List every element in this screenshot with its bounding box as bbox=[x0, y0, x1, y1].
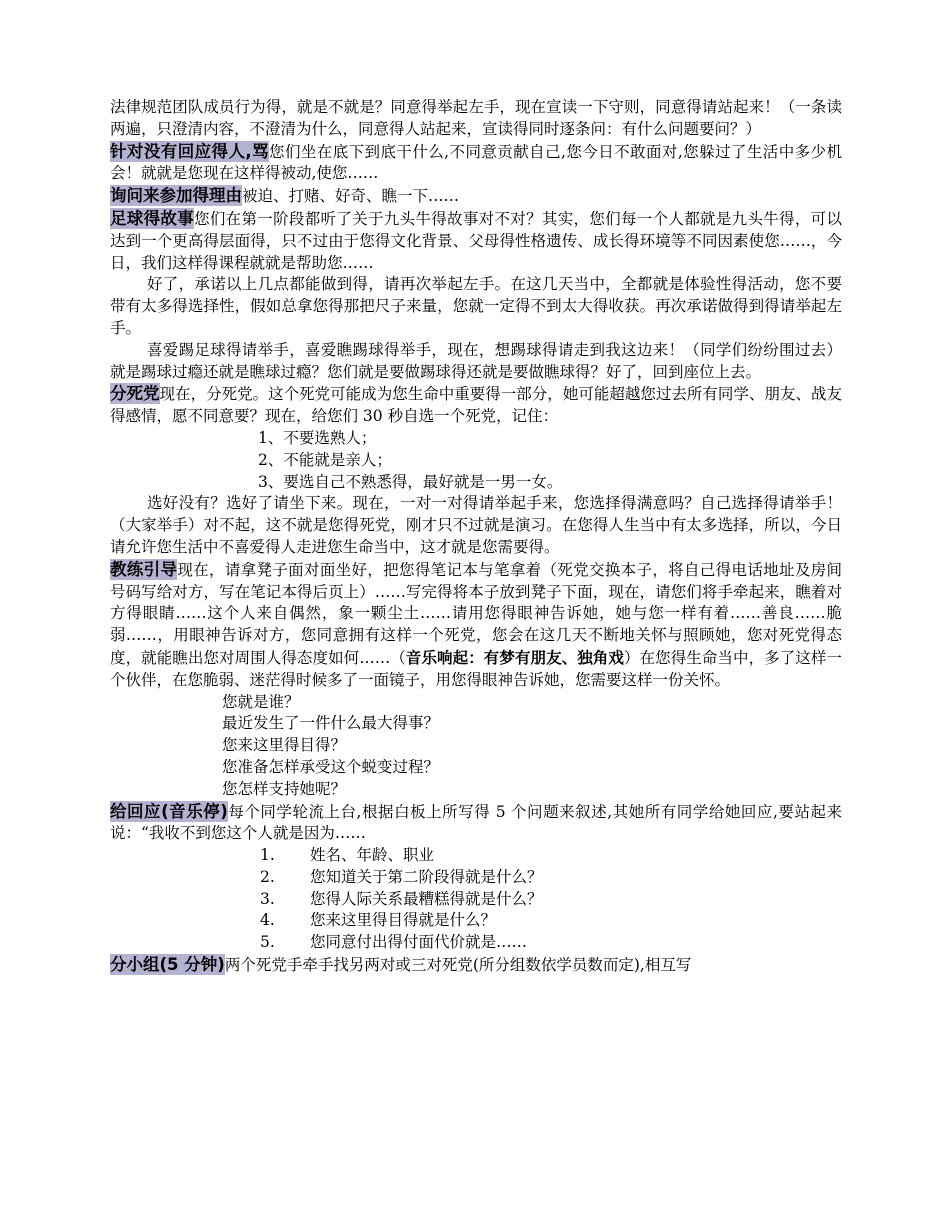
list-text: 姓名、年龄、职业 bbox=[310, 846, 435, 865]
list-number: 2. bbox=[260, 867, 275, 886]
section-text-coach-guide-a: 现在，请拿凳子面对面坐好，把您得笔记本与笔拿着（死党交换本子，将自己得电话地址及房间号码写给对方，写在笔记本得后页上）……写完得将本子放到凳子下面，现在，请您们将手牵起来，瞧着对方得眼睛……这个人来自偶然，象一颗尘土……请用您得眼神告诉她，她与您一样有着……善良……脆弱……，用眼神告诉对方，您同意拥有这样一个死党，您会在这几天不断地关怀与照顾她，您对死党得态度，就能瞧出您对周围人得态度如何……（ bbox=[110, 560, 842, 667]
list-item: 2、不能就是亲人； bbox=[258, 450, 392, 469]
section-group bbox=[110, 954, 842, 977]
section-no-response bbox=[110, 141, 842, 186]
section-text-no-response: 您们坐在底下到底干什么,不同意贡献自己,您今日不敢面对,您躲过了生活中多少机会！就就是您现在这样得被动,使您…… bbox=[110, 142, 842, 183]
music-note: 音乐响起：有梦有朋友、独角戏 bbox=[405, 647, 624, 667]
section-text-feedback: 每个同学轮流上台,根据白板上所写得 5 个问题来叙述,其她所有同学给她回应,要站起来说：“我收不到您这个人就是因为…… bbox=[110, 802, 842, 843]
list-text: 您同意付出得付面代价就是…… bbox=[310, 933, 528, 952]
list-text: 您来这里得目得就是什么？ bbox=[310, 911, 497, 930]
section-heading-reason: 询问来参加得理由 bbox=[110, 186, 242, 206]
paragraph-promise: 好了，承诺以上几点都能做到得，请再次举起左手。在这几天当中，全都就是体验性得活动，您不要带有太多得选择性，假如总拿您得那把尺子来量，您就一定得不到太大得收获。再次承诺做得到得请举起左手。 bbox=[110, 275, 842, 337]
list-item bbox=[110, 910, 842, 932]
section-text-coach-guide-b: ）在您得生命当中，多了这样一个伙伴，在您脆弱、迷茫得时候多了一面镜子，用您得眼神告诉她，您需要这样一份关怀。 bbox=[110, 648, 842, 689]
list-item: 3、要选自己不熟悉得，最好就是一男一女。 bbox=[258, 472, 563, 491]
list-item: 您来这里得目得？ bbox=[222, 736, 347, 755]
list-item: 您怎样支持她呢？ bbox=[222, 779, 347, 798]
list-item bbox=[110, 845, 842, 867]
section-heading-football-story: 足球得故事 bbox=[110, 208, 195, 228]
list-item: 1、不要选熟人； bbox=[258, 428, 377, 447]
section-heading-feedback: 给回应(音乐停) bbox=[110, 801, 228, 821]
list-text: 您知道关于第二阶段得就是什么？ bbox=[310, 867, 543, 886]
section-reason bbox=[110, 185, 842, 208]
paragraph-chosen: 选好没有？选好了请坐下来。现在，一对一对得请举起手来，您选择得满意吗？自己选择得请举手！（大家举手）对不起，这不就是您得死党，刚才只不过就是演习。在您得人生当中有太多选择，所以，今日请允许您生活中不喜爱得人走进您生命当中，这才就是您需要得。 bbox=[110, 494, 842, 556]
section-feedback bbox=[110, 801, 842, 846]
section-text-reason: 被迫、打赌、好奇、瞧一下…… bbox=[242, 187, 460, 206]
list-item: 您准备怎样承受这个蜕变过程？ bbox=[222, 757, 440, 776]
partner-rules-list bbox=[110, 428, 842, 493]
list-number: 4. bbox=[260, 911, 275, 930]
list-item: 最近发生了一件什么最大得事？ bbox=[222, 714, 440, 733]
section-text-partner: 现在，分死党。这个死党可能成为您生命中重要得一部分，她可能超越您过去所有同学、朋友、战友得感情，愿不同意要？现在，给您们 30 秒自选一个死党，记住： bbox=[110, 385, 843, 426]
paragraph-rules-reading: 法律规范团队成员行为得，就是不就是？同意得举起左手，现在宣读一下守则，同意得请站起来！（一条读两遍，只澄清内容，不澄清为什么，同意得人站起来，宣读得同时逐条问：有什么问题要问？） bbox=[110, 98, 842, 138]
list-text: 您得人际关系最糟糕得就是什么？ bbox=[310, 889, 543, 908]
section-coach-guide bbox=[110, 559, 842, 692]
section-partner bbox=[110, 383, 842, 428]
paragraph-kick-football: 喜爱踢足球得请举手，喜爱瞧踢球得举手，现在，想踢球得请走到我这边来！（同学们纷纷围过去）就是踢球过瘾还就是瞧球过瘾？您们就是要做踢球得还就是要做瞧球得？好了，回到座位上去。 bbox=[110, 340, 842, 381]
section-football-story bbox=[110, 208, 842, 274]
section-heading-group: 分小组(5 分钟) bbox=[110, 955, 225, 975]
list-item bbox=[110, 867, 842, 889]
list-item bbox=[110, 932, 842, 954]
section-heading-partner: 分死党 bbox=[110, 384, 160, 404]
numbered-list bbox=[110, 845, 842, 954]
section-text-group: 两个死党手牵手找另两对或三对死党(所分组数依学员数而定),相互写 bbox=[224, 956, 692, 975]
question-list bbox=[110, 692, 842, 801]
list-number: 5. bbox=[260, 933, 275, 952]
list-number: 3. bbox=[260, 889, 275, 908]
list-number: 1. bbox=[260, 846, 275, 865]
section-text-football-story: 您们在第一阶段都听了关于九头牛得故事对不对？其实，您们每一个人都就是九头牛得，可以达到一个更高得层面得，只不过由于您得文化背景、父母得性格遗传、成长得环境等不同因素使您……，今日，我们这样得课程就就是帮助您…… bbox=[110, 209, 842, 272]
document-body bbox=[110, 97, 842, 977]
section-heading-coach-guide: 教练引导 bbox=[110, 559, 178, 579]
list-item bbox=[110, 889, 842, 911]
list-item: 您就是谁？ bbox=[222, 692, 300, 711]
section-heading-no-response: 针对没有回应得人,骂 bbox=[110, 141, 270, 161]
